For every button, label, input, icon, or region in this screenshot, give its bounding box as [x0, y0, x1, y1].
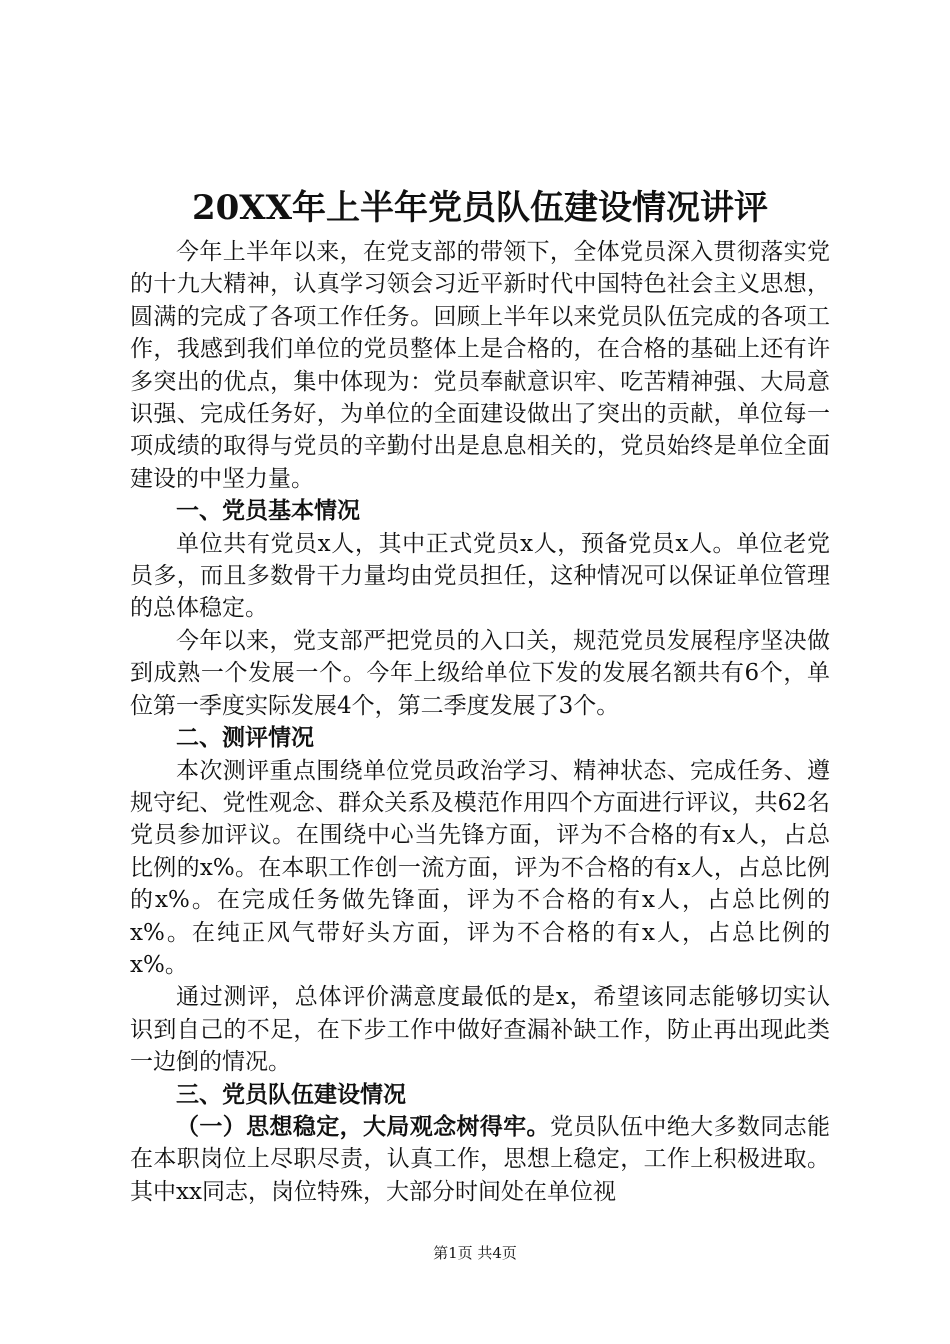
- intro-paragraph: 今年上半年以来，在党支部的带领下，全体党员深入贯彻落实党的十九大精神，认真学习领会习近平新时代中国特色社会主义思想，圆满的完成了各项工作任务。回顾上半年以来党员队伍完成的各项工作，我感到我们单位的党员整体上是合格的，在合格的基础上还有许多突出的优点，集中体现为：党员奉献意识牢、吃苦精神强、大局意识强、完成任务好，为单位的全面建设做出了突出的贡献，单位每一项成绩的取得与党员的辛勤付出是息息相关的，党员始终是单位全面建设的中坚力量。: [130, 239, 830, 492]
- page-footer: 第1页 共4页: [433, 1244, 517, 1262]
- section-2-paragraph-2: 通过测评，总体评价满意度最低的是x，希望该同志能够切实认识到自己的不足，在下步工作中做好查漏补缺工作，防止再出现此类一边倒的情况。: [130, 984, 830, 1076]
- section-2-heading: 二、测评情况: [176, 724, 314, 752]
- section-3-subsection-1: [130, 1111, 830, 1208]
- document-title: 20XX年上半年党员队伍建设情况讲评: [191, 188, 769, 228]
- section-1-paragraph-1: 单位共有党员x人，其中正式党员x人，预备党员x人。单位老党员多，而且多数骨干力量均由党员担任，这种情况可以保证单位管理的总体稳定。: [130, 530, 830, 622]
- subsection-1-text: 党员队伍中绝大多数同志能在本职岗位上尽职尽责，认真工作，思想上稳定，工作上积极进取。其中xx同志，岗位特殊，大部分时间处在单位视: [130, 1113, 831, 1205]
- document-page: [130, 180, 830, 1208]
- section-1-paragraph-2: 今年以来，党支部严把党员的入口关，规范党员发展程序坚决做到成熟一个发展一个。今年上级给单位下发的发展名额共有6个，单位第一季度实际发展4个，第二季度发展了3个。: [130, 627, 830, 719]
- section-2-paragraph-1: 本次测评重点围绕单位党员政治学习、精神状态、完成任务、遵规守纪、党性观念、群众关系及模范作用四个方面进行评议，共62名党员参加评议。在围绕中心当先锋方面，评为不合格的有x人，占总比例的x%。在本职工作创一流方面，评为不合格的有x人，占总比例的x%。在完成任务做先锋面，评为不合格的有x人，占总比例的x%。在纯正风气带好头方面，评为不合格的有x人，占总比例的x%。: [130, 757, 830, 978]
- subsection-1-lead: （一）思想稳定，大局观念树得牢。: [176, 1112, 550, 1140]
- section-3-heading: 三、党员队伍建设情况: [176, 1080, 406, 1108]
- section-1-heading: 一、党员基本情况: [176, 497, 360, 525]
